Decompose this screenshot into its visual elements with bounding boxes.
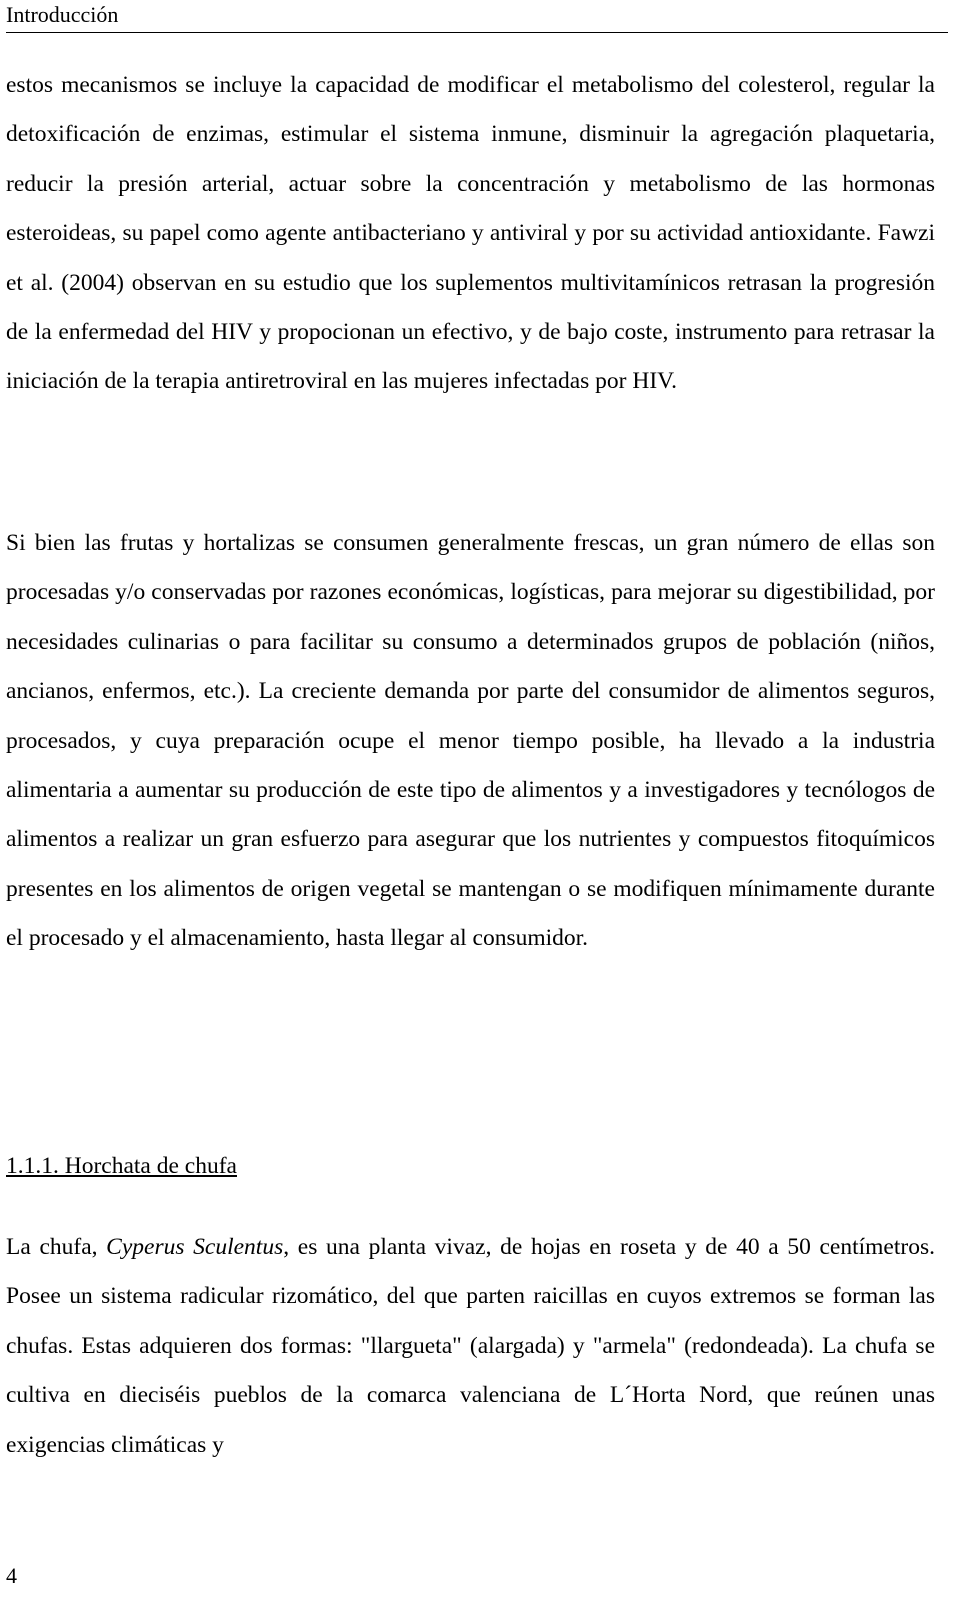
chufa-description-text: , es una planta vivaz, de hojas en roseta y de 40 a 50 centímetros. Posee un sistema radicular rizomático, del que parten raicillas en cuyos extremos se forman las chufas. Estas adquieren dos formas: "llargueta" (alargada) y "armela" (redondeada). La chufa se cultiva en dieciséis pueblos de la comarca valenciana de L´Horta Nord, que reúnen unas exigencias climáticas y <box>6 1234 935 1458</box>
paragraph-chufa <box>6 1223 935 1470</box>
paragraph-processing: Si bien las frutas y hortalizas se consumen generalmente frescas, un gran número de ellas son procesadas y/o conservadas por razones económicas, logísticas, para mejorar su digestibilidad, por necesidades culinarias o para facilitar su consumo a determinados grupos de población (niños, ancianos, enfermos, etc.). La creciente demanda por parte del consumidor de alimentos seguros, procesados, y cuya preparación ocupe el menor tiempo posible, ha llevado a la industria alimentaria a aumentar su producción de este tipo de alimentos y a investigadores y tecnólogos de alimentos a realizar un gran esfuerzo para asegurar que los nutrientes y compuestos fitoquímicos presentes en los alimentos de origen vegetal se mantengan o se modifiquen mínimamente durante el procesado y el almacenamiento, hasta llegar al consumidor. <box>6 530 935 952</box>
species-name: Cyperus Sculentus <box>106 1234 284 1260</box>
running-header: Introducción <box>6 0 948 33</box>
paragraph-mechanisms: estos mecanismos se incluye la capacidad de modificar el metabolismo del colesterol, regular la detoxificación de enzimas, estimular el sistema inmune, disminuir la agregación plaquetaria, reducir la presión arterial, actuar sobre la concentración y metabolismo de las hormonas esteroideas, su papel como agente antibacteriano y antiviral y por su actividad antioxidante. Fawzi et al. (2004) observan en su estudio que los suplementos multivitamínicos retrasan la progresión de la enfermedad del HIV y propocionan un efectivo, y de bajo coste, instrumento para retrasar la iniciación de la terapia antiretroviral en las mujeres infectadas por HIV. <box>6 72 935 395</box>
chufa-intro-text: La chufa, <box>6 1234 107 1260</box>
page-number: 4 <box>6 1563 17 1588</box>
section-heading-horchata: 1.1.1. Horchata de chufa <box>6 1153 237 1179</box>
